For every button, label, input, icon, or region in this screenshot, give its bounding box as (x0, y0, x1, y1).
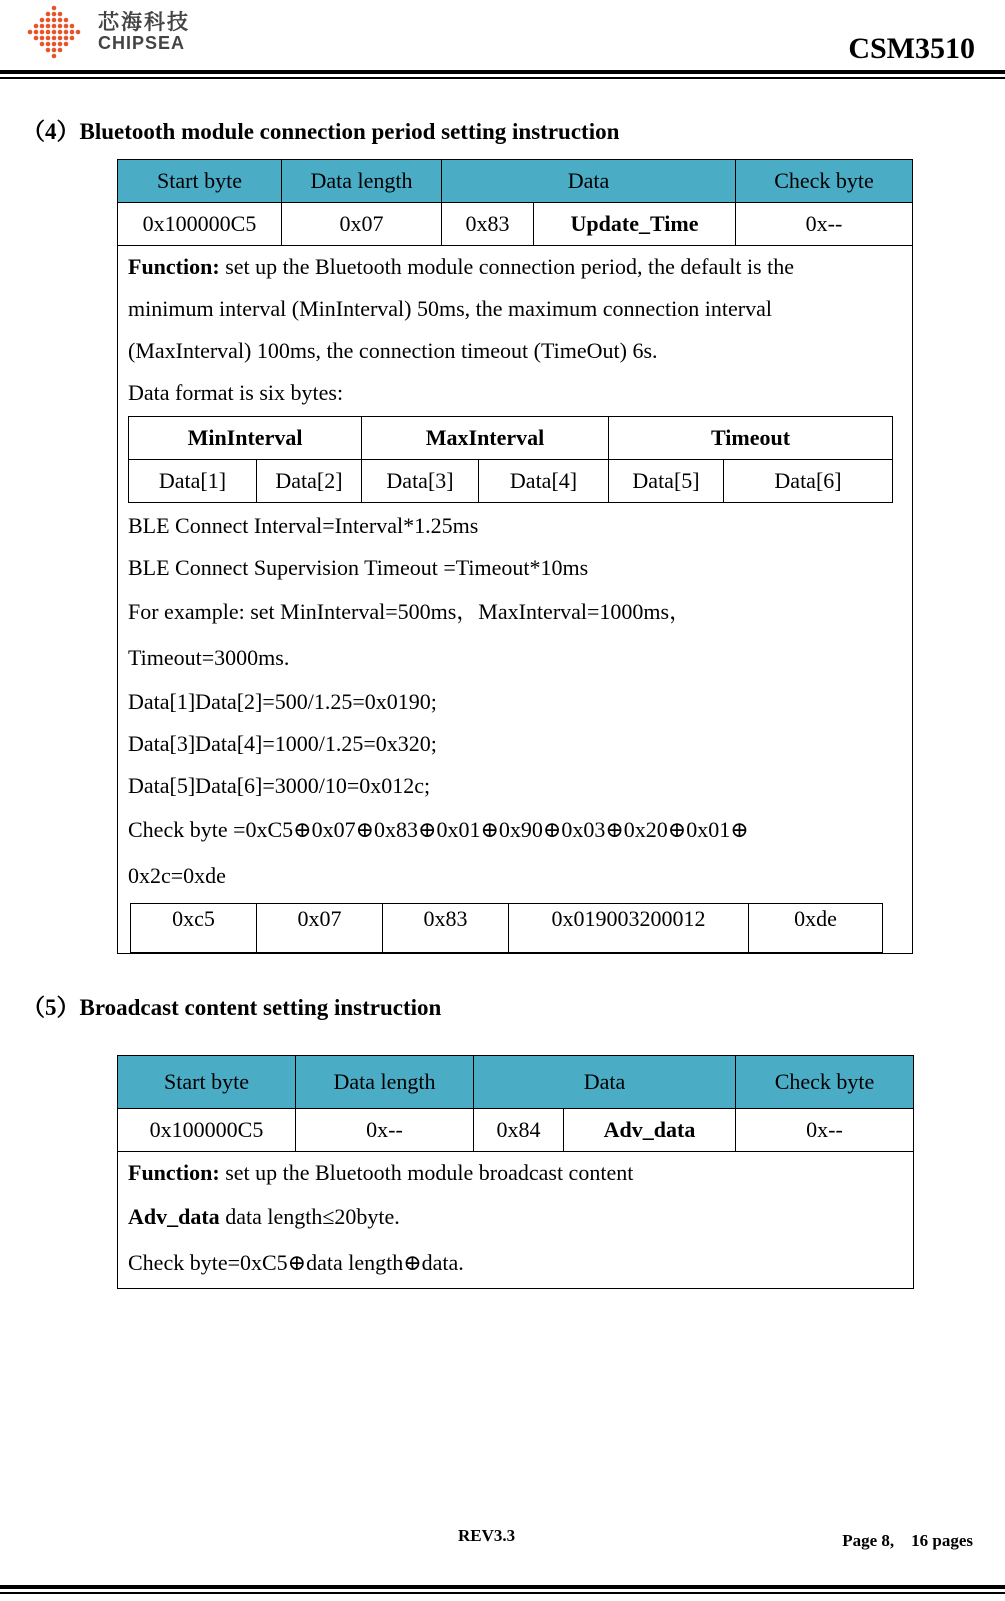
value-update-time: Update_Time (534, 203, 736, 246)
inner-cell-data5: Data[5] (609, 460, 724, 503)
function-row (118, 1152, 914, 1289)
example-byte: 0xc5 (131, 904, 257, 953)
example-byte: 0xde (749, 904, 883, 953)
function-line-1: Function: set up the Bluetooth module connection period, the default is the (128, 254, 794, 279)
chipsea-logo-icon (14, 2, 94, 62)
text-line: Timeout=3000ms. (128, 645, 290, 670)
text-line: 0x2c=0xde (128, 863, 226, 888)
section-4-title: （4）Bluetooth module connection period setting instruction (22, 119, 620, 144)
value-start-byte: 0x100000C5 (118, 1109, 296, 1152)
logo-chinese-name: 芯海科技 (98, 10, 190, 34)
value-data-length: 0x-- (296, 1109, 474, 1152)
table-value-row (118, 1109, 914, 1152)
function-cell (118, 246, 913, 954)
example-bytes-table (130, 903, 883, 953)
table-value-row (118, 203, 913, 246)
function-label: Function: (128, 1160, 220, 1185)
broadcast-content-table (117, 1055, 914, 1289)
adv-data-line: Adv_data data length≤20byte. (128, 1204, 400, 1229)
header-data-length: Data length (296, 1056, 474, 1109)
header-rule-thin (0, 77, 1005, 79)
value-start-byte: 0x100000C5 (118, 203, 282, 246)
value-data-length: 0x07 (282, 203, 442, 246)
inner-cell-data6: Data[6] (724, 460, 893, 503)
inner-header-maxinterval: MaxInterval (362, 417, 609, 460)
text-line: BLE Connect Supervision Timeout =Timeout*10ms (128, 555, 589, 580)
header-rule (0, 70, 1005, 74)
section-5-title: （5）Broadcast content setting instruction (22, 995, 442, 1020)
footer-revision: REV3.3 (458, 1526, 516, 1545)
footer-page-number: Page 8, 16 pages (842, 1531, 973, 1550)
header-check-byte: Check byte (736, 160, 913, 203)
example-byte: 0x019003200012 (509, 904, 749, 953)
text-line: Check byte =0xC5⊕0x07⊕0x83⊕0x01⊕0x90⊕0x03⊕0x20⊕0x01⊕ (128, 817, 749, 842)
data-format-line: Data format is six bytes: (128, 380, 344, 405)
value-command: 0x83 (442, 203, 534, 246)
inner-cell-data1: Data[1] (129, 460, 257, 503)
check-byte-line: Check byte=0xC5⊕data length⊕data. (128, 1250, 464, 1275)
example-byte: 0x83 (383, 904, 509, 953)
document-id: CSM3510 (848, 32, 975, 65)
inner-cell-data2: Data[2] (257, 460, 362, 503)
example-byte: 0x07 (257, 904, 383, 953)
table-header-row (118, 1056, 914, 1109)
value-check-byte: 0x-- (736, 1109, 914, 1152)
value-adv-data: Adv_data (564, 1109, 736, 1152)
function-label: Function: (128, 254, 220, 279)
header-data: Data (442, 160, 736, 203)
footer-rule (0, 1585, 1005, 1589)
logo-english-name: CHIPSEA (98, 33, 186, 53)
table-header-row (118, 160, 913, 203)
data-format-table (128, 416, 893, 503)
header-start-byte: Start byte (118, 160, 282, 203)
header-check-byte: Check byte (736, 1056, 914, 1109)
text-line: For example: set MinInterval=500ms，MaxInterval=1000ms， (128, 599, 692, 624)
footer-rule-thin (0, 1592, 1005, 1594)
inner-cell-data3: Data[3] (362, 460, 479, 503)
inner-cell-data4: Data[4] (479, 460, 609, 503)
text-line: Data[1]Data[2]=500/1.25=0x0190; (128, 689, 437, 714)
value-command: 0x84 (474, 1109, 564, 1152)
inner-header-mininterval: MinInterval (129, 417, 362, 460)
header-data: Data (474, 1056, 736, 1109)
text-line: Data[3]Data[4]=1000/1.25=0x320; (128, 731, 437, 756)
function-cell (118, 1152, 914, 1289)
function-line-1: Function: set up the Bluetooth module broadcast content (128, 1160, 634, 1185)
text-line: Data[5]Data[6]=3000/10=0x012c; (128, 773, 431, 798)
function-line-2: minimum interval (MinInterval) 50ms, the maximum connection interval (128, 296, 772, 321)
connection-period-table (117, 159, 913, 954)
function-row (118, 246, 913, 954)
header-start-byte: Start byte (118, 1056, 296, 1109)
value-check-byte: 0x-- (736, 203, 913, 246)
inner-header-timeout: Timeout (609, 417, 893, 460)
text-line: BLE Connect Interval=Interval*1.25ms (128, 513, 479, 538)
function-line-3: (MaxInterval) 100ms, the connection timeout (TimeOut) 6s. (128, 338, 658, 363)
header-data-length: Data length (282, 160, 442, 203)
